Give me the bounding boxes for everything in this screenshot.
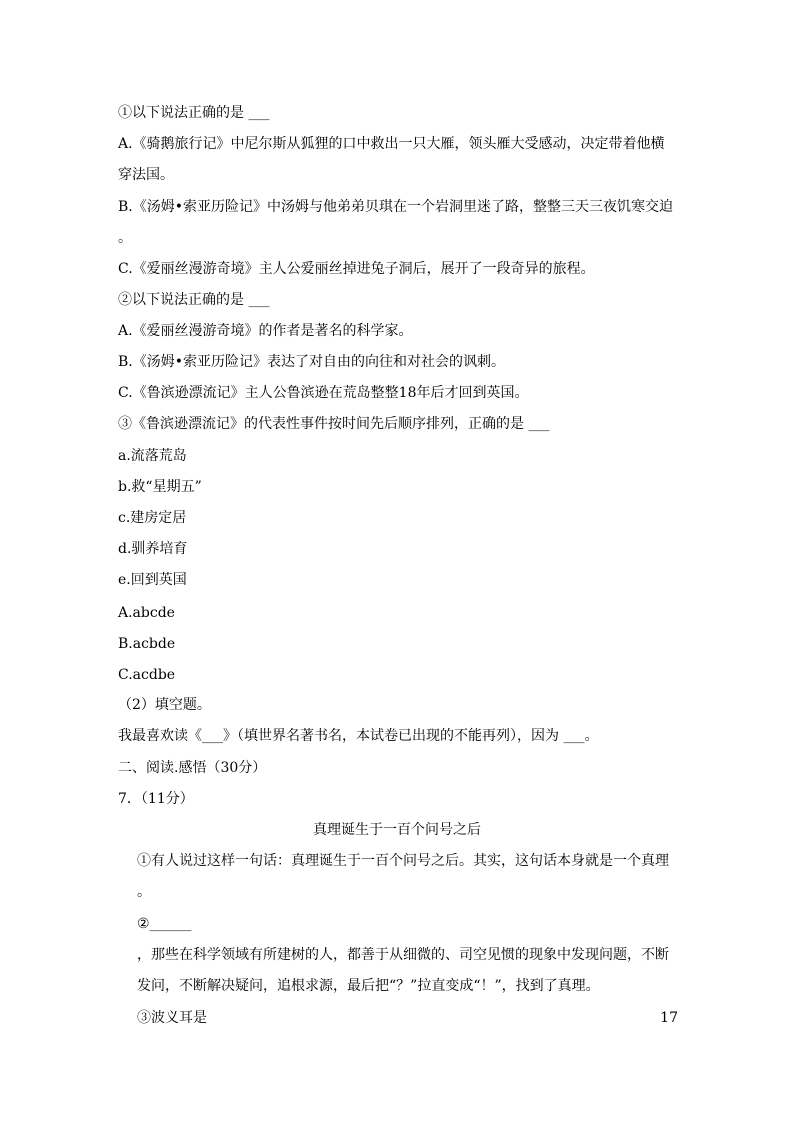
question-2-option-c: C.《鲁滨逊漂流记》主人公鲁滨逊在荒岛整整18年后才回到英国。 <box>118 385 529 401</box>
passage-paragraph-3-line-1: ③波义耳是 <box>137 1010 207 1026</box>
question-1-stem: ①以下说法正确的是 ___ <box>118 105 270 121</box>
question-2-option-a: A.《爱丽丝漫游奇境》的作者是著名的科学家。 <box>118 323 413 339</box>
question-1-option-b-line-1: B.《汤姆•索亚历险记》中汤姆与他弟弟贝琪在一个岩洞里迷了路，整整三天三夜饥寒交迫 <box>118 199 673 215</box>
passage-paragraph-2-line-1: ，那些在科学领域有所建树的人，都善于从细微的、司空见惯的现象中发现问题，不断 <box>137 947 669 963</box>
order-option: A.abcde <box>118 605 175 621</box>
event-item: c.建房定居 <box>118 510 187 526</box>
order-option: B.acbde <box>118 636 176 652</box>
order-option: C.acdbe <box>118 667 176 683</box>
fill-in-heading: （2）填空题。 <box>118 697 211 713</box>
question-3-stem: ③《鲁滨逊漂流记》的代表性事件按时间先后顺序排列，正确的是 ___ <box>118 416 550 432</box>
passage-paragraph-1-line-2: 。 <box>137 884 151 900</box>
question-1-option-a-line-1: A.《骑鹅旅行记》中尼尔斯从狐狸的口中救出一只大雁，领头雁大受感动，决定带着他横 <box>118 136 665 152</box>
event-item: d.驯养培育 <box>118 541 188 557</box>
page-number: 17 <box>660 1010 678 1026</box>
event-item: e.回到英国 <box>118 572 187 588</box>
question-1-option-a-line-2: 穿法国。 <box>118 167 174 183</box>
passage-paragraph-2-blank: ②______ <box>137 916 192 932</box>
question-1-option-b-line-2: 。 <box>118 230 132 246</box>
passage-paragraph-1-line-1: ①有人说过这样一句话：真理诞生于一百个问号之后。其实，这句话本身就是一个真理 <box>137 853 669 869</box>
question-1-option-c: C.《爱丽丝漫游奇境》主人公爱丽丝掉进兔子洞后，展开了一段奇异的旅程。 <box>118 261 595 277</box>
event-item: a.流落荒岛 <box>118 448 187 464</box>
question-2-stem: ②以下说法正确的是 ___ <box>118 292 270 308</box>
question-2-option-b: B.《汤姆•索亚历险记》表达了对自由的向往和对社会的讽刺。 <box>118 354 505 370</box>
section-2-heading: 二、阅读.感悟（30分） <box>118 760 267 776</box>
question-7-heading: 7．（11分） <box>118 791 194 807</box>
passage-paragraph-2-line-2: 发问，不断解决疑问，追根求源，最后把“？”拉直变成“！”，找到了真理。 <box>137 978 600 994</box>
event-item: b.救“星期五” <box>118 479 202 495</box>
passage-title: 真理诞生于一百个问号之后 <box>313 822 481 838</box>
fill-in-question: 我最喜欢读《___》（填世界名著书名，本试卷已出现的不能再列），因为 ___。 <box>118 728 599 744</box>
